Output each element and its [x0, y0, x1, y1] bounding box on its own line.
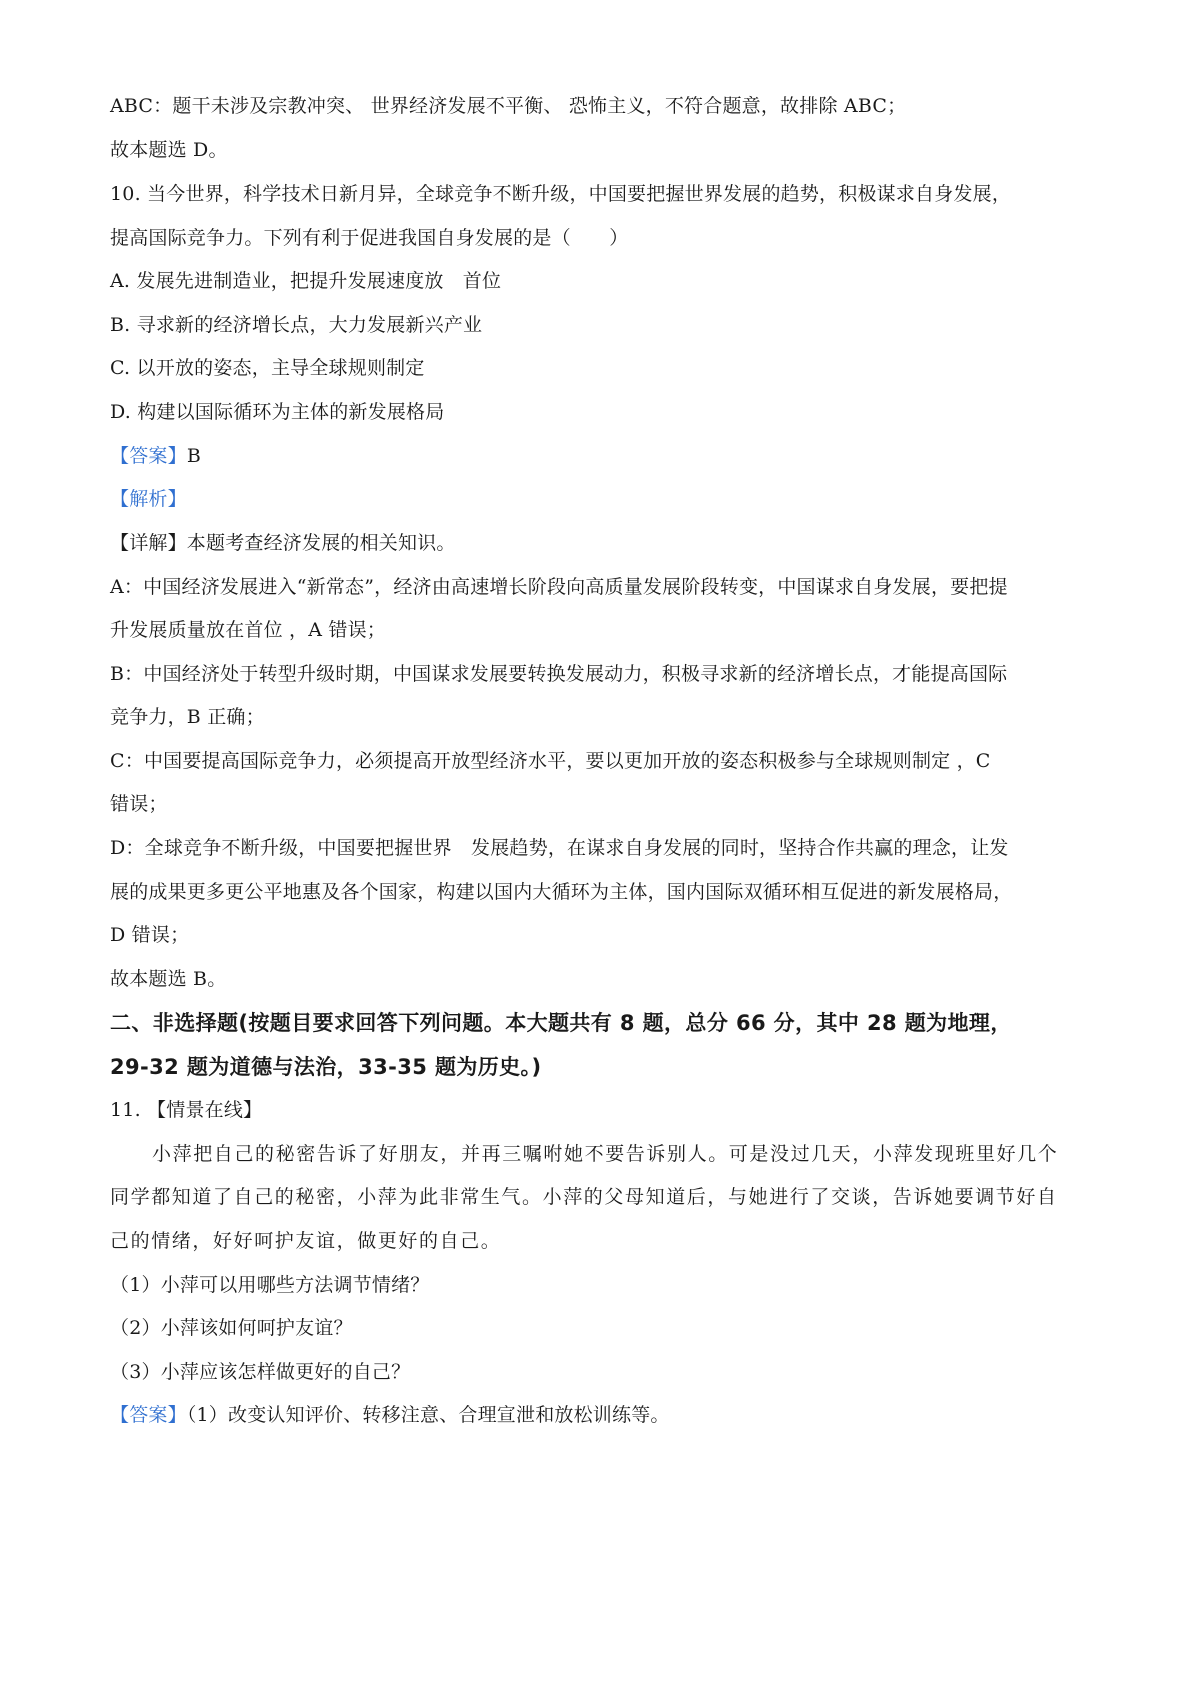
prev-conclusion: 故本题选 D。	[110, 139, 228, 161]
q10-conclusion: 故本题选 B。	[110, 968, 227, 990]
q11-scenario-1: 小萍把自己的秘密告诉了好朋友，并再三嘱咐她不要告诉别人。可是没过几天，小萍发现班里好几个	[152, 1143, 1059, 1165]
q10-option-c: C. 以开放的姿态，主导全球规则制定	[110, 357, 425, 379]
q10-detail-intro: 【详解】本题考查经济发展的相关知识。	[110, 532, 456, 554]
q10-stem-line1: 10. 当今世界，科学技术日新月异，全球竞争不断升级，中国要把握世界发展的趋势，积极谋求自身发展，	[110, 183, 1012, 205]
q10-answer	[110, 441, 1100, 471]
q10-stem-line2: 提高国际竞争力。下列有利于促进我国自身发展的是（ ）	[110, 227, 629, 249]
q10-analysis-tag	[110, 484, 1100, 514]
q10-explanation-b-1: B：中国经济处于转型升级时期，中国谋求发展要转换发展动力，积极寻求新的经济增长点，才能提高国际	[110, 663, 1008, 685]
q10-explanation-b-2: 竞争力，B 正确；	[110, 706, 265, 728]
q10-answer-value: B	[186, 445, 201, 467]
q11-answer-text: （1）改变认知评价、转移注意、合理宣泄和放松训练等。	[186, 1404, 670, 1426]
q10-option-d: D. 构建以国际循环为主体的新发展格局	[110, 401, 445, 423]
q11-answer	[110, 1400, 1100, 1430]
q10-explanation-c-2: 错误；	[110, 793, 168, 815]
q11-answer-tag: 【答案】	[110, 1404, 187, 1426]
q11-sub-question-1: （1）小萍可以用哪些方法调节情绪？	[110, 1274, 430, 1296]
q10-explanation-d-1: D：全球竞争不断升级，中国要把握世界 发展趋势，在谋求自身发展的同时，坚持合作共赢的理念，让发	[110, 837, 1009, 859]
q10-explanation-d-3: D 错误；	[110, 924, 190, 946]
q10-option-b: B. 寻求新的经济增长点，大力发展新兴产业	[110, 314, 483, 336]
q10-explanation-a-1: A：中国经济发展进入“新常态”，经济由高速增长阶段向高质量发展阶段转变，中国谋求自身发展，要把提	[110, 576, 1008, 598]
prev-abc-exclusion: ABC：题干未涉及宗教冲突、 世界经济发展不平衡、 恐怖主义，不符合题意，故排除 ABC；	[110, 95, 907, 117]
q11-scenario-3: 己的情绪，好好呵护友谊，做更好的自己。	[110, 1230, 502, 1252]
analysis-tag-text: 【解析】	[110, 488, 187, 510]
q11-title: 11. 【情景在线】	[110, 1099, 263, 1121]
section2-heading-line1: 二、非选择题(按题目要求回答下列问题。本大题共有 8 题，总分 66 分，其中 28 题为地理，	[110, 1011, 1012, 1035]
q10-option-a: A. 发展先进制造业，把提升发展速度放 首位	[110, 270, 502, 292]
q11-sub-question-3: （3）小萍应该怎样做更好的自己？	[110, 1361, 411, 1383]
q10-explanation-c-1: C：中国要提高国际竞争力，必须提高开放型经济水平，要以更加开放的姿态积极参与全球规则制定 ，C	[110, 750, 991, 772]
q10-answer-tag: 【答案】	[110, 445, 187, 467]
q10-explanation-a-2: 升发展质量放在首位 ，A 错误；	[110, 619, 387, 641]
q11-sub-question-2: （2）小萍该如何呵护友谊？	[110, 1317, 353, 1339]
q10-explanation-d-2: 展的成果更多更公平地惠及各个国家，构建以国内大循环为主体，国内国际双循环相互促进的新发展格局，	[110, 881, 1013, 903]
section2-heading-line2: 29-32 题为道德与法治，33-35 题为历史。)	[110, 1055, 542, 1079]
q11-scenario-2: 同学都知道了自己的秘密，小萍为此非常生气。小萍的父母知道后，与她进行了交谈，告诉她要调节好自	[110, 1186, 1058, 1208]
